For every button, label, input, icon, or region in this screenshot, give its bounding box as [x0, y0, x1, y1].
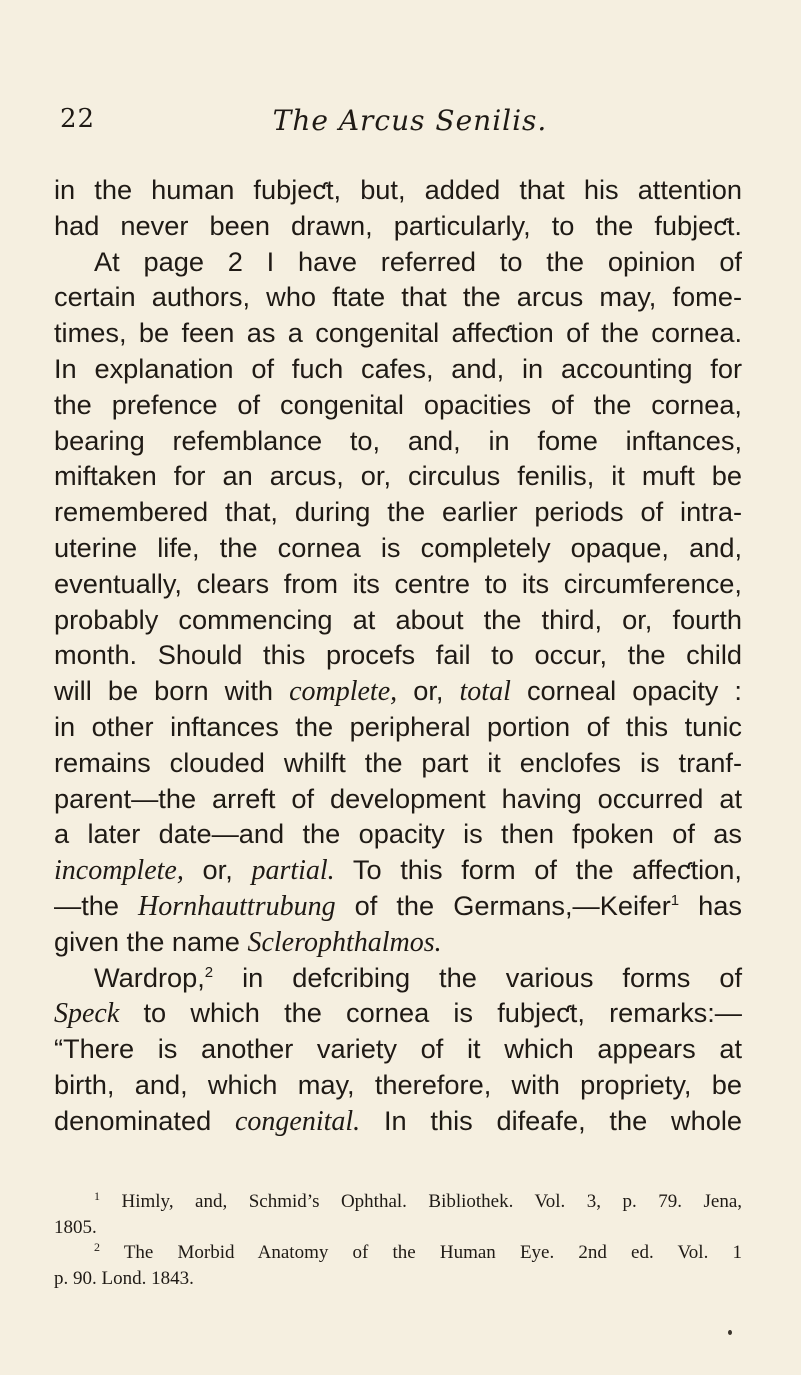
footnote-ref-2[interactable]: 2	[204, 963, 214, 981]
running-title: The Arcus Senilis.	[272, 104, 548, 137]
italic-run: congenital.	[234, 1105, 361, 1137]
footnote-1	[54, 1189, 742, 1215]
footnote-2	[54, 1240, 742, 1266]
text-line	[54, 888, 742, 924]
footnote-text: The Morbid Anatomy of the Human Eye. 2nd ed. Vol. 1	[123, 1242, 742, 1263]
footnote-ref-1[interactable]: 1	[670, 891, 680, 909]
text-line: remembered that, during the earlier periods of intra-	[54, 496, 742, 528]
text-line: month. Should this procefs fail to occur, the child	[54, 639, 742, 671]
text-run: in defcribing the various forms of	[213, 961, 742, 993]
text-run: or,	[183, 854, 252, 886]
footnotes	[54, 1189, 742, 1291]
text-run: to which the cornea is fubjeƈt, remarks:—	[119, 997, 742, 1029]
text-line: had never been drawn, particularly, to the fubjeƈt.	[54, 209, 742, 241]
text-run: To this form of the affeƈtion,	[334, 854, 742, 886]
page-number: 22	[60, 104, 96, 134]
text-line: uterine life, the cornea is completely opaque, and,	[54, 531, 742, 563]
text-run: of the Germans,—Keifer	[335, 889, 671, 921]
text-run: has	[679, 889, 743, 921]
text-line	[54, 1103, 742, 1139]
text-line	[54, 995, 742, 1031]
text-line: times, be feen as a congenital affeƈtion of the cornea.	[54, 317, 742, 349]
text-line: parent—the arreft of development having occurred at	[54, 782, 742, 814]
italic-run: incomplete,	[54, 855, 184, 887]
italic-run: Hornhauttrubung	[138, 890, 336, 922]
text-line: In explanation of fuch cafes, and, in accounting for	[54, 352, 742, 384]
text-line	[54, 924, 742, 960]
text-line	[54, 852, 742, 888]
footnote-marker: 1	[94, 1189, 100, 1203]
text-line: in the human fubjeƈt, but, added that his attention	[54, 174, 742, 205]
footnote-2-cont: p. 90. Lond. 1843.	[54, 1267, 194, 1289]
italic-run: complete,	[289, 676, 398, 708]
footnote-text: Himly, and, Schmid’s Ophthal. Bibliothek. Vol. 3, p. 79. Jena,	[121, 1191, 743, 1212]
text-line: eventually, clears from its centre to its circumference,	[54, 567, 742, 599]
text-line: certain authors, who ftate that the arcus may, fome-	[54, 281, 742, 313]
text-run: In this difeafe, the whole	[360, 1104, 743, 1136]
text-line: probably commencing at about the third, or, fourth	[54, 603, 742, 635]
text-run: —the	[54, 889, 139, 921]
text-run: given the name	[54, 925, 248, 957]
italic-run: partial.	[251, 855, 335, 887]
text-line	[54, 673, 742, 709]
text-line: miftaken for an arcus, or, circulus fenilis, it muft be	[54, 460, 742, 492]
text-line: bearing refemblance to, and, in fome inftances,	[54, 424, 742, 456]
text-line: birth, and, which may, therefore, with propriety, be	[54, 1068, 742, 1100]
italic-run: total	[459, 676, 511, 708]
text-line	[54, 960, 742, 996]
italic-run: Sclerophthalmos.	[247, 926, 442, 958]
italic-run: Speck	[54, 998, 120, 1030]
page-header	[60, 104, 760, 144]
text-line: in other inftances the peripheral portion of this tunic	[54, 710, 742, 742]
text-run: or,	[397, 675, 460, 707]
text-run: Wardrop,	[94, 961, 205, 993]
text-line: remains clouded whilft the part it enclofes is tranf-	[54, 746, 742, 778]
text-line: a later date—and the opacity is then fpoken of as	[54, 818, 742, 850]
text-line: At page 2 I have referred to the opinion of	[94, 245, 742, 277]
text-run: corneal opacity :	[510, 675, 742, 707]
footnote-1-cont: 1805.	[54, 1216, 97, 1238]
text-line: the prefence of congenital opacities of the cornea,	[54, 388, 742, 420]
print-speck	[728, 1330, 732, 1335]
text-run: will be born with	[54, 675, 290, 707]
footnote-marker: 2	[94, 1240, 100, 1254]
main-text	[54, 172, 742, 1139]
text-line: “There is another variety of it which appears at	[54, 1033, 742, 1065]
text-run: denominated	[54, 1104, 235, 1136]
